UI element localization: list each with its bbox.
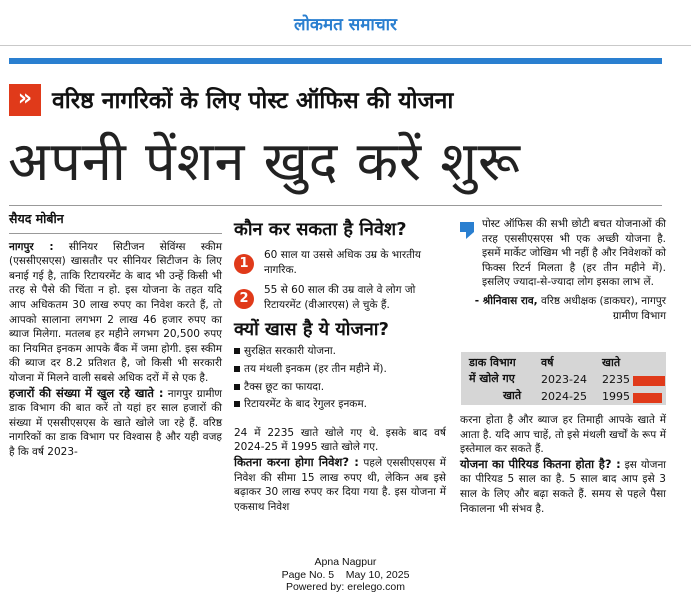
list-item-text: 60 साल या उससे अधिक उम्र के भारतीय नागरिक. xyxy=(264,249,421,276)
table-row-label: में खोले गए xyxy=(469,372,515,385)
list-item xyxy=(234,248,446,277)
section-color-bar xyxy=(9,58,662,64)
byline: सैयद मोबीन xyxy=(9,212,222,234)
quote-attribution xyxy=(460,294,666,323)
table-row-label: खाते xyxy=(503,389,522,402)
paragraph-text: पहले एससीएसएस में निवेश की सीमा 15 लाख रुपए थी, लेकिन अब इसे बढ़ाकर 30 लाख रुपए कर दिया गया है. इस योजना में एकसाथ निवेश xyxy=(234,456,446,513)
bullet-item: सुरक्षित सरकारी योजना. xyxy=(234,344,446,359)
paragraph-text: इस योजना का पीरियड 5 साल का है. 5 साल बाद आप इसे 3 साल के लिए और बढ़ा सकते हैं. समय से पहले पैसा निकालना भी संभव है. xyxy=(460,458,666,515)
article-column-1 xyxy=(9,212,222,460)
bullet-item: टैक्स छूट का फायदा. xyxy=(234,380,446,395)
accounts-bar xyxy=(633,376,665,386)
paragraph: करना होता है और ब्याज हर तिमाही आपके खाते में आता है. यदि आप चाहें, तो इसे मंथली खर्चों के रूप में इस्तेमाल कर सकते हैं. xyxy=(460,414,666,456)
article-column-2 xyxy=(234,218,446,514)
article-subheadline: वरिष्ठ नागरिकों के लिए पोस्ट ऑफिस की योजना xyxy=(52,88,454,114)
paragraph-text: सीनियर सिटीजन सेविंग्स स्कीम (एससीएसएस) खासतौर पर सीनियर सिटीजन के लिए बनाई गई है, ताकि रिटायरमेंट के बाद भी उन्हें किसी भी तरह से पैसे की चिंता न हो. इस योजना के तहत यदि आप अधिकतम 30 लाख रुपए का निवेश करते हैं, तो आपको सालाना लगभग 2 लाख 46 हजार रुपए का ब्याज मिलेगा. मतलब हर महीने लगभग 20,500 रुपए का नियमित इनकम आपके बैंक में जमा होगी. इस स्कीम की ब्याज दर 8.2 प्रतिशत है, जो किसी भी सरकारी योजना में मिलने वाली सबसे अधिक दरों में से एक है. xyxy=(9,240,222,384)
accounts-bar xyxy=(633,393,662,403)
attribution-role: वरिष्ठ अधीक्षक (डाकघर), नागपुर ग्रामीण विभाग xyxy=(537,294,666,322)
bullet-item: तय मंथली इनकम (हर तीन महीने में). xyxy=(234,362,446,377)
table-cell-year: 2024-25 xyxy=(541,390,587,403)
paragraph: 24 में 2235 खाते खोले गए थे. इसके बाद वर्ष 2024-25 में 1995 खाते खोले गए. xyxy=(234,426,446,454)
attribution-name: - श्रीनिवास राव, xyxy=(474,294,538,307)
number-badge: 1 xyxy=(234,254,254,274)
newspaper-masthead: लोकमत समाचार xyxy=(294,15,397,35)
pull-quote: पोस्ट ऑफिस की सभी छोटी बचत योजनाओं की तरह एससीएसएस भी एक अच्छी योजना है. इसमें मार्केट जोखिम भी नहीं है और निवेशकों को फिक्स रिटर्न मिलता है (हर तीन महीने में). इसलिए ज्यादा-से-ज्यादा लोग इसका लाभ लें. xyxy=(482,218,666,289)
table-cell-accounts: 2235 xyxy=(602,373,630,386)
table-header-accounts: खाते xyxy=(602,356,621,369)
masthead-divider xyxy=(0,45,691,46)
number-badge: 2 xyxy=(234,289,254,309)
paragraph-lead: हजारों की संख्या में खुल रहे खाते : xyxy=(9,385,164,400)
table-cell-accounts: 1995 xyxy=(602,390,630,403)
table-row-label: डाक विभाग xyxy=(469,356,516,369)
paragraph-text: नागपुर ग्रामीण डाक विभाग की बात करें तो यहां हर साल हजारों की संख्या में एससीएसएस के खाते खोले जा रहे हैं. वरिष्ठ नागरिकों का डाक विभाग पर विश्वास है और यही वजह है कि वर्ष 2023- xyxy=(9,387,223,458)
footer-powered-by: Powered by: erelego.com xyxy=(285,581,406,593)
table-header-year: वर्ष xyxy=(541,356,554,369)
table-cell-year: 2023-24 xyxy=(541,373,587,386)
list-item-text: 55 से 60 साल की उम्र वाले वे लोग जो रिटायरमेंट (वीआरएस) ले चुके हैं. xyxy=(264,284,416,311)
article-headline: अपनी पेंशन खुद करें शुरू xyxy=(8,130,521,193)
double-chevron-icon: » xyxy=(9,84,41,116)
page-footer xyxy=(0,556,691,594)
paragraph xyxy=(9,240,222,386)
paragraph xyxy=(9,386,222,460)
article-column-3-continued xyxy=(460,413,666,516)
paragraph xyxy=(234,455,446,514)
footer-page-date: Page No. 5 May 10, 2025 xyxy=(281,568,410,581)
paragraph-lead: योजना का पीरियड कितना होता है? : xyxy=(460,456,621,471)
footer-edition: Apna Nagpur xyxy=(314,556,377,568)
paragraph-lead: कितना करना होगा निवेश? : xyxy=(234,454,359,469)
benefits-list xyxy=(234,344,446,411)
list-item xyxy=(234,283,446,312)
section-title-eligibility: कौन कर सकता है निवेश? xyxy=(234,219,407,240)
headline-divider xyxy=(9,205,662,206)
article-column-3 xyxy=(460,217,666,323)
bullet-item: रिटायरमेंट के बाद रेगुलर इनकम. xyxy=(234,397,446,412)
paragraph xyxy=(460,457,666,516)
section-title-benefits: क्यों खास है ये योजना? xyxy=(234,319,389,341)
paragraph-lead: नागपुर : xyxy=(9,240,54,253)
